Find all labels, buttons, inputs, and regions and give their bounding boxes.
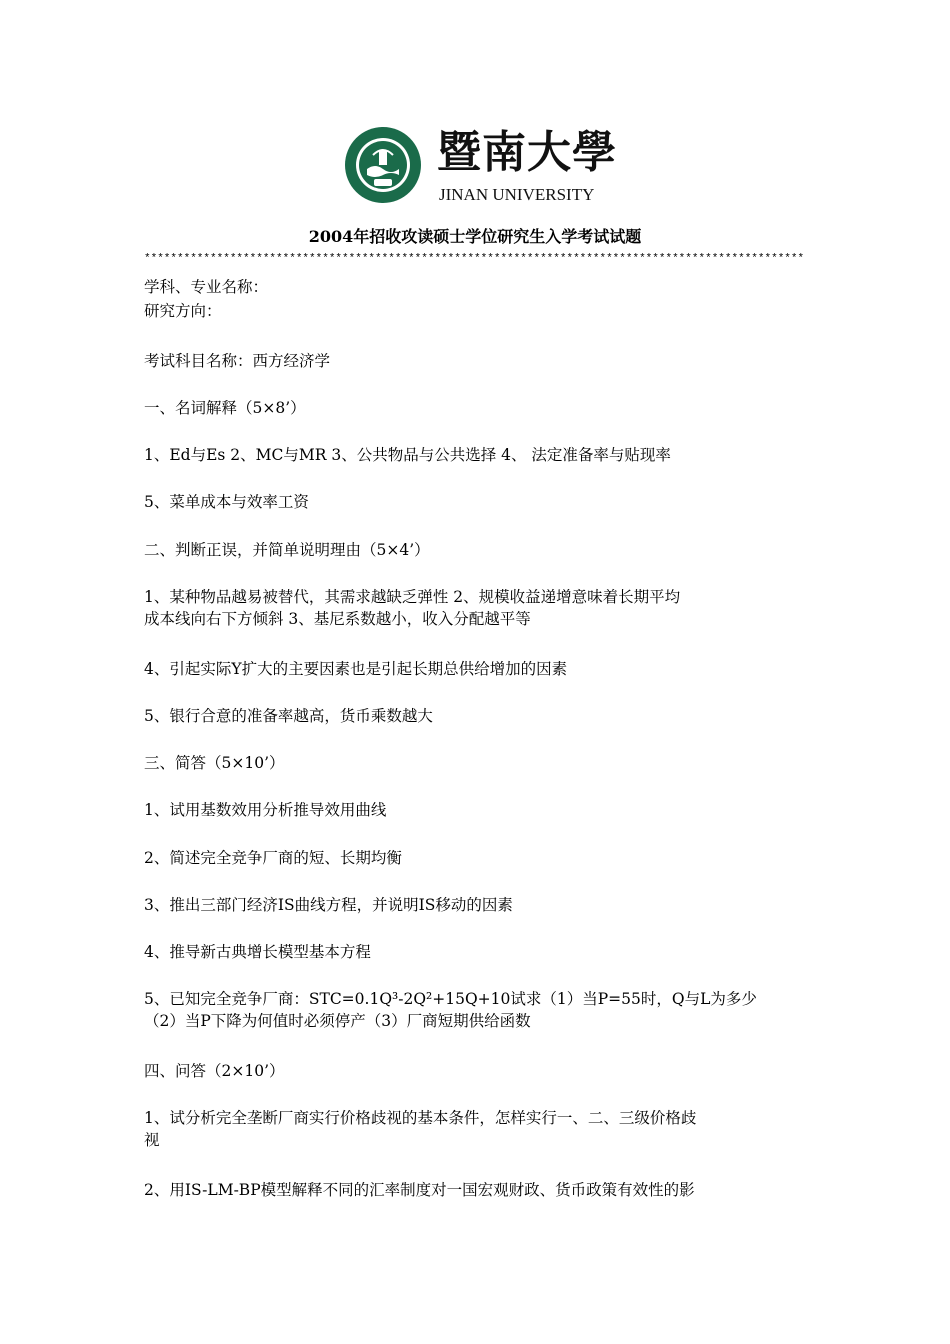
section-1-line-1: 1、Ed与Es 2、MC与MR 3、公共物品与公共选择 4、 法定准备率与贴现率: [144, 446, 671, 464]
section-2-heading: 二、判断正误，并简单说明理由（5×4’）: [144, 541, 430, 559]
university-logo: [343, 125, 617, 207]
exam-subject: 考试科目名称：西方经济学: [144, 352, 331, 370]
section-2-item-1-line-a: 1、某种物品越易被替代，其需求越缺乏弹性 2、规模收益递增意味着长期平均: [144, 588, 681, 606]
university-name-en: JINAN UNIVERSITY: [439, 185, 595, 204]
section-2-item-4: 4、引起实际Y扩大的主要因素也是引起长期总供给增加的因素: [144, 660, 568, 678]
section-4-item-1-line-b: 视: [144, 1131, 160, 1149]
section-3-item-2: 2、简述完全竞争厂商的短、长期均衡: [144, 849, 402, 867]
section-4-heading: 四、问答（2×10’）: [144, 1062, 285, 1080]
university-name-cn: 暨南大學: [437, 127, 617, 178]
section-3-item-5-line-a: 5、已知完全竞争厂商：STC=0.1Q³-2Q²+15Q+10试求（1）当P=55时，Q与L为多少: [144, 990, 757, 1008]
section-3-item-4: 4、推导新古典增长模型基本方程: [144, 943, 371, 961]
section-1-heading: 一、名词解释（5×8’）: [144, 399, 306, 417]
section-4-item-2: 2、用IS-LM-BP模型解释不同的汇率制度对一国宏观财政、货币政策有效性的影: [144, 1181, 695, 1199]
section-3-heading: 三、简答（5×10’）: [144, 754, 285, 772]
direction-label: 研究方向：: [144, 302, 222, 320]
exam-title: 2004年招收攻读硕士学位研究生入学考试试题: [308, 227, 642, 246]
section-3-item-3: 3、推出三部门经济IS曲线方程，并说明IS移动的因素: [144, 896, 513, 914]
subject-label: 学科、专业名称：: [144, 278, 269, 296]
section-2-item-1-line-b: 成本线向右下方倾斜 3、基尼系数越小，收入分配越平等: [144, 610, 531, 628]
section-3-item-1: 1、试用基数效用分析推导效用曲线: [144, 801, 387, 819]
section-2-item-1: [144, 586, 808, 630]
section-4-item-1-line-a: 1、试分析完全垄断厂商实行价格歧视的基本条件，怎样实行一、二、三级价格歧: [144, 1109, 697, 1127]
separator-line: ****************************************************************************************************: [144, 253, 805, 265]
section-2-item-5: 5、银行合意的准备率越高，货币乘数越大: [144, 707, 433, 725]
university-seal-icon: [343, 125, 423, 205]
section-4-item-1: [144, 1107, 808, 1151]
section-3-item-5: [144, 988, 808, 1032]
section-1-line-2: 5、菜单成本与效率工资: [144, 493, 309, 511]
section-3-item-5-line-b: （2）当P下降为何值时必须停产（3）厂商短期供给函数: [144, 1012, 531, 1030]
